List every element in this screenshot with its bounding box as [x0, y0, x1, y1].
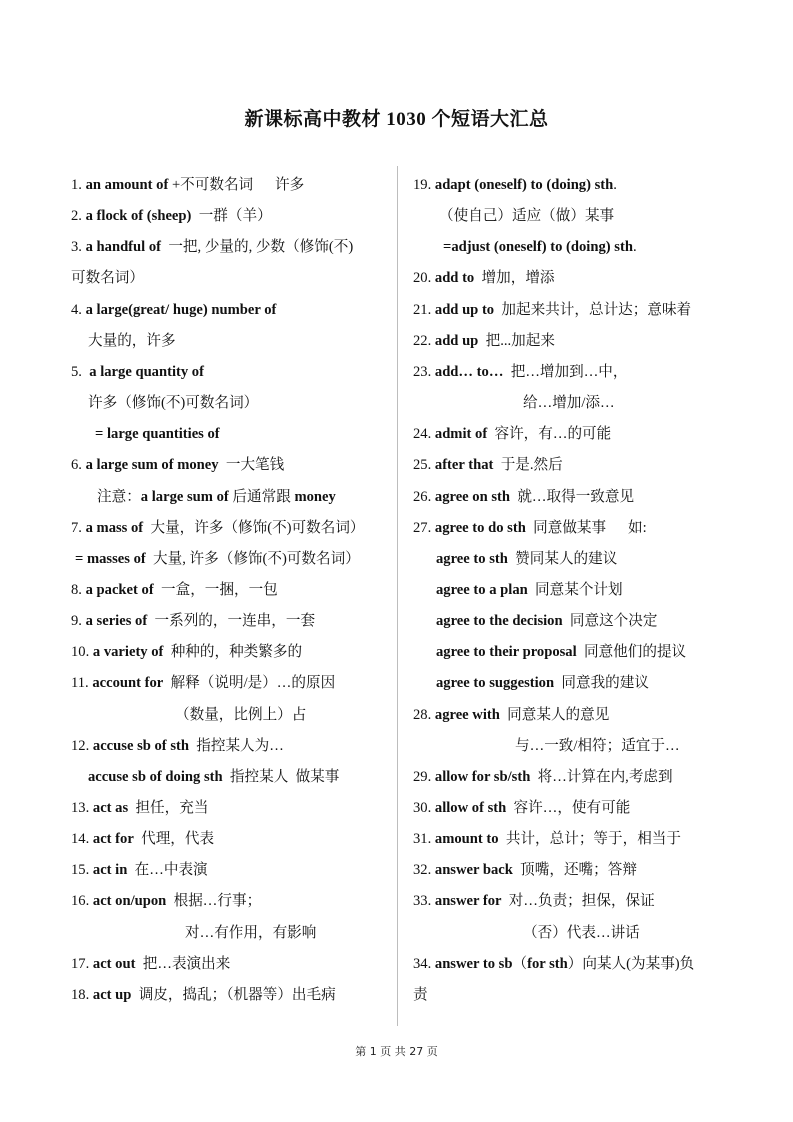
- phrase-line: [71, 984, 336, 1006]
- phrase-text: （: [512, 955, 528, 972]
- phrase-term: a large(great/ huge) number of: [85, 301, 277, 318]
- phrase-text: 指控某人为…: [188, 737, 284, 754]
- phrase-text: 31.: [413, 831, 435, 848]
- phrase-text: 代理，代表: [133, 831, 215, 848]
- phrase-term: agree on sth: [434, 488, 511, 505]
- phrase-text: 种种的，种类繁多的: [163, 644, 303, 661]
- phrase-line: [88, 330, 176, 352]
- phrase-text: 17.: [71, 955, 93, 972]
- phrase-text: 对…负责；担保，保证: [501, 893, 655, 910]
- phrase-text: 7.: [71, 519, 86, 536]
- phrase-line: [71, 267, 144, 289]
- phrase-text: 20.: [413, 270, 435, 287]
- phrase-text: 8.: [71, 581, 86, 598]
- phrase-text: 6.: [71, 457, 86, 474]
- phrase-term: add to: [434, 270, 475, 287]
- phrase-term: agree to sth: [436, 550, 508, 567]
- phrase-text: 注意：: [97, 488, 141, 505]
- phrase-term: a large sum of: [140, 488, 233, 505]
- phrase-line: [436, 672, 649, 694]
- phrase-text: 一群（羊）: [191, 208, 272, 225]
- phrase-text: 32.: [413, 862, 435, 879]
- phrase-line: [95, 423, 220, 445]
- phrase-line: [413, 174, 617, 196]
- phrase-text: 调皮，捣乱；（机器等）出毛病: [131, 986, 336, 1003]
- page-footer: 第 1 页 共 27 页: [355, 1045, 438, 1058]
- phrase-text: 3.: [71, 239, 86, 256]
- phrase-text: 一系列的，一连串，一套: [147, 613, 316, 630]
- phrase-term: act in: [92, 862, 128, 879]
- phrase-text: 担任，充当: [128, 800, 209, 816]
- phrase-term: an amount of: [85, 177, 172, 193]
- phrase-line: [71, 641, 302, 663]
- phrase-text: 2.: [71, 208, 86, 225]
- phrase-text: 增加，增添: [474, 270, 555, 287]
- phrase-line: [436, 548, 617, 570]
- phrase-line: [71, 610, 315, 632]
- phrase-line: [523, 392, 615, 414]
- phrase-term: act for: [92, 831, 134, 848]
- phrase-line: [71, 828, 214, 850]
- phrase-line: [413, 361, 627, 383]
- phrase-line: [71, 299, 276, 321]
- phrase-line: [71, 361, 204, 383]
- phrase-term: add up to: [434, 301, 495, 318]
- phrase-text: 25.: [413, 457, 435, 474]
- phrase-text: 同意某个计划: [527, 581, 623, 598]
- phrase-text: 指控某人 做某事: [222, 768, 340, 785]
- phrase-term: agree to do sth: [434, 519, 526, 536]
- phrase-text: 同意他们的提议: [576, 644, 687, 661]
- phrase-term: a mass of: [85, 519, 144, 536]
- phrase-text: .: [632, 239, 637, 256]
- phrase-line: [413, 704, 609, 726]
- phrase-term: act up: [92, 986, 132, 1003]
- phrase-line: [71, 797, 208, 819]
- phrase-text: 共计，总计；等于，相当于: [498, 831, 681, 848]
- phrase-line: [71, 859, 208, 881]
- phrase-term: agree to their proposal: [436, 644, 577, 661]
- phrase-line: [88, 392, 258, 414]
- phrase-text: 赞同某人的建议: [507, 550, 618, 567]
- phrase-line: [413, 299, 691, 321]
- phrase-line: [413, 486, 634, 508]
- phrase-text: 5.: [71, 363, 90, 380]
- phrase-text: 15.: [71, 862, 93, 879]
- phrase-text: 30.: [413, 800, 435, 816]
- phrase-line: [71, 735, 284, 757]
- phrase-term: agree to the decision: [436, 613, 563, 630]
- phrase-text: 把…表演出来: [135, 955, 231, 972]
- phrase-text: 责: [413, 986, 428, 1003]
- phrase-text: 29.: [413, 768, 435, 785]
- phrase-text: 9.: [71, 613, 86, 630]
- phrase-text: 根据…行事；: [166, 893, 262, 910]
- page-title: 新课标高中教材 1030 个短语大汇总: [244, 109, 549, 130]
- phrase-text: 23.: [413, 363, 435, 380]
- phrase-line: [71, 205, 272, 227]
- phrase-text: 同意某人的意见: [499, 706, 610, 723]
- phrase-term: accuse sb of doing sth: [88, 768, 223, 785]
- phrase-text: 给…增加/添…: [523, 395, 615, 412]
- phrase-text: 19.: [413, 177, 435, 193]
- phrase-term: agree to suggestion: [436, 675, 555, 692]
- phrase-text: 28.: [413, 706, 435, 723]
- phrase-line: [97, 486, 336, 508]
- phrase-term: answer for: [434, 893, 502, 910]
- phrase-text: 一大笔钱: [218, 457, 285, 474]
- phrase-term: =adjust (oneself) to (doing) sth: [443, 239, 633, 256]
- phrase-term: money: [294, 488, 336, 505]
- phrase-text: 同意做某事 如:: [525, 519, 647, 536]
- phrase-text: 13.: [71, 800, 93, 816]
- phrase-text: 把…增加到…中，: [503, 363, 628, 380]
- phrase-text: 10.: [71, 644, 93, 661]
- phrase-term: act out: [92, 955, 136, 972]
- phrase-line: [413, 330, 555, 352]
- phrase-line: [515, 735, 680, 757]
- phrase-text: 大量, 许多（修饰(不)可数名词）: [145, 550, 360, 567]
- phrase-term: a large sum of money: [85, 457, 219, 474]
- phrase-term: adapt (oneself) to (doing) sth: [434, 177, 614, 193]
- phrase-line: [71, 890, 261, 912]
- phrase-term: answer back: [434, 862, 513, 879]
- phrase-term: = large quantities of: [95, 426, 220, 443]
- phrase-text: 加起来共计，总计达；意味着: [494, 301, 692, 318]
- phrase-line: [413, 517, 647, 539]
- phrase-text: （使自己）适应（做）某事: [439, 208, 615, 225]
- phrase-line: [413, 890, 655, 912]
- phrase-line: [71, 953, 230, 975]
- phrase-text: 同意我的建议: [554, 675, 649, 692]
- phrase-term: act on/upon: [92, 893, 167, 910]
- phrase-text: 26.: [413, 488, 435, 505]
- phrase-line: [185, 922, 316, 944]
- phrase-text: 将…计算在内,考虑到: [530, 768, 673, 785]
- phrase-text: 与…一致/相符；适宜于…: [515, 737, 680, 754]
- phrase-term: a handful of: [85, 239, 162, 256]
- phrase-text: 18.: [71, 986, 93, 1003]
- phrase-term: a series of: [85, 613, 148, 630]
- phrase-text: 就…取得一致意见: [510, 488, 635, 505]
- phrase-text: （否）代表…讲话: [523, 924, 640, 941]
- phrase-text: 后通常跟: [232, 488, 295, 505]
- phrase-text: 大量的，许多: [88, 332, 176, 349]
- phrase-line: [439, 205, 614, 227]
- phrase-text: 于是.然后: [493, 457, 563, 474]
- phrase-line: [413, 267, 555, 289]
- phrase-text: 27.: [413, 519, 435, 536]
- phrase-text: （数量，比例上）占: [175, 706, 307, 723]
- phrase-term: allow of sth: [434, 800, 507, 816]
- phrase-term: a packet of: [85, 581, 154, 598]
- phrase-text: 许多（修饰(不)可数名词）: [88, 395, 259, 412]
- phrase-line: [413, 797, 630, 819]
- phrase-term: amount to: [434, 831, 499, 848]
- phrase-line: [443, 236, 637, 258]
- phrase-text: 对…有作用，有影响: [185, 924, 317, 941]
- phrase-line: [71, 579, 278, 601]
- phrase-term: a variety of: [92, 644, 164, 661]
- phrase-term: add… to…: [434, 363, 504, 380]
- phrase-line: [71, 517, 365, 539]
- phrase-term: agree with: [434, 706, 500, 723]
- phrase-line: [413, 766, 673, 788]
- phrase-text: 16.: [71, 893, 93, 910]
- phrase-text: 24.: [413, 426, 435, 443]
- phrase-term: after that: [434, 457, 494, 474]
- phrase-text: +不可数名词 许多: [171, 177, 305, 193]
- phrase-line: [523, 922, 640, 944]
- phrase-line: [71, 174, 304, 196]
- phrase-term: act as: [92, 800, 129, 816]
- phrase-line: [88, 766, 339, 788]
- phrase-text: 14.: [71, 831, 93, 848]
- phrase-term: account for: [92, 675, 164, 692]
- phrase-text: 同意这个决定: [562, 613, 658, 630]
- column-divider: [397, 166, 398, 1026]
- phrase-text: 在…中表演: [127, 862, 208, 879]
- phrase-line: [413, 984, 428, 1006]
- phrase-term: add up: [434, 332, 479, 349]
- phrase-term: answer to sb: [434, 955, 513, 972]
- phrase-text: 大量，许多（修饰(不)可数名词）: [143, 519, 365, 536]
- phrase-text: 22.: [413, 332, 435, 349]
- phrase-text: 可数名词）: [71, 270, 144, 287]
- phrase-line: [75, 548, 360, 570]
- phrase-text: 解释（说明/是）…的原因: [163, 675, 336, 692]
- phrase-term: a large quantity of: [89, 363, 204, 380]
- phrase-text: 一把, 少量的, 少数（修饰(不): [161, 239, 354, 256]
- phrase-term: admit of: [434, 426, 488, 443]
- phrase-line: [71, 672, 335, 694]
- phrase-text: 容许…，使有可能: [506, 800, 631, 816]
- phrase-line: [436, 641, 686, 663]
- phrase-line: [413, 454, 563, 476]
- phrase-text: 顶嘴，还嘴；答辩: [512, 862, 637, 879]
- phrase-line: [413, 423, 611, 445]
- phrase-line: [71, 454, 284, 476]
- phrase-text: 12.: [71, 737, 93, 754]
- phrase-term: accuse sb of sth: [92, 737, 189, 754]
- phrase-text: 4.: [71, 301, 86, 318]
- phrase-term: a flock of (sheep): [85, 208, 192, 225]
- phrase-line: [436, 610, 657, 632]
- phrase-text: 21.: [413, 301, 435, 318]
- phrase-line: [413, 953, 694, 975]
- phrase-line: [436, 579, 623, 601]
- phrase-line: [413, 859, 637, 881]
- phrase-line: [413, 828, 681, 850]
- phrase-term: allow for sb/sth: [434, 768, 531, 785]
- phrase-text: 34.: [413, 955, 435, 972]
- phrase-text: 把...加起来: [478, 332, 555, 349]
- phrase-line: [71, 236, 353, 258]
- phrase-text: 33.: [413, 893, 435, 910]
- phrase-term: = masses of: [75, 550, 146, 567]
- phrase-text: 一盒，一捆，一包: [153, 581, 278, 598]
- phrase-line: [175, 704, 306, 726]
- phrase-term: agree to a plan: [436, 581, 528, 598]
- phrase-term: for sth: [527, 955, 568, 972]
- phrase-text: 容许，有…的可能: [487, 426, 612, 443]
- phrase-text: .: [613, 177, 617, 193]
- phrase-text: 11.: [71, 675, 93, 692]
- phrase-text: 1.: [71, 177, 86, 193]
- phrase-text: ）向某人(为某事)负: [567, 955, 695, 972]
